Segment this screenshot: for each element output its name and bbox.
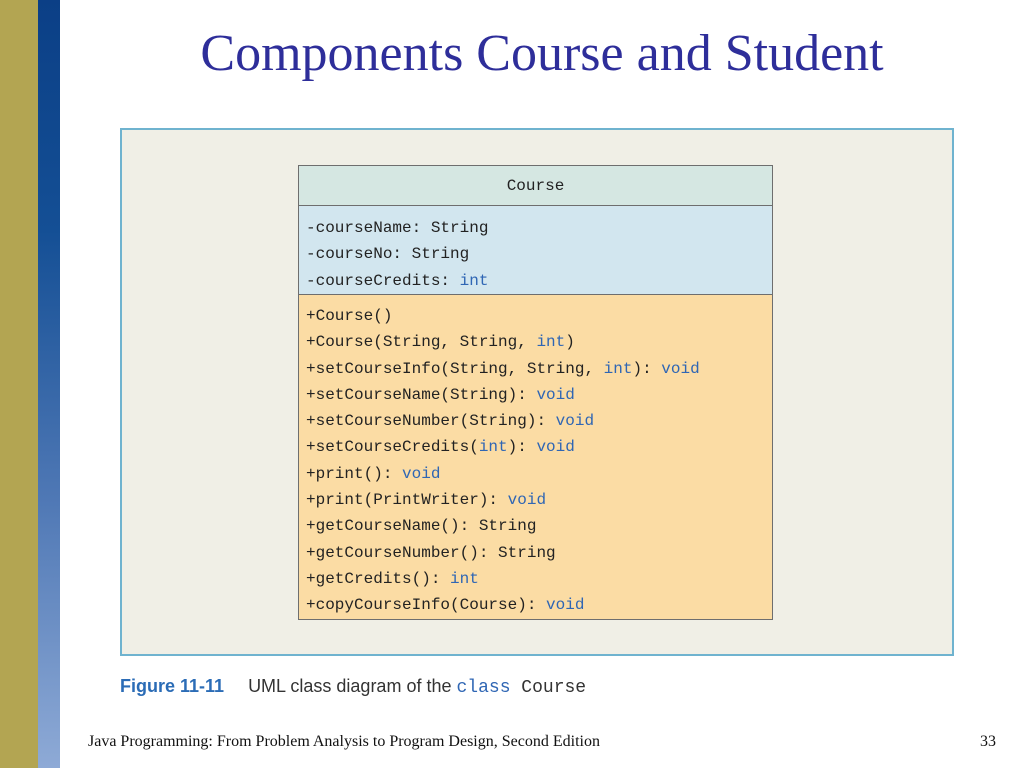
figure-label: Figure 11-11 <box>120 676 225 696</box>
uml-methods-section <box>299 295 772 619</box>
uml-method-row <box>306 592 772 618</box>
text-token: +getCourseNumber(): String <box>306 543 556 562</box>
uml-attribute-row <box>306 241 772 267</box>
uml-method-row <box>306 382 772 408</box>
keyword-token: int <box>459 271 489 290</box>
keyword-token: void <box>507 491 547 510</box>
uml-method-row <box>306 434 772 460</box>
text-token: -courseNo: String <box>306 245 470 264</box>
caption-class-name: Course <box>510 678 587 698</box>
keyword-token: void <box>536 438 575 457</box>
keyword-token: void <box>402 464 441 483</box>
uml-method-row <box>306 329 772 355</box>
slide-title: Components Course and Student <box>200 25 884 82</box>
text-token: +setCourseNumber(String): <box>306 412 556 431</box>
uml-method-row <box>306 566 772 592</box>
keyword-token: int <box>450 569 479 588</box>
left-olive-bar <box>0 0 38 768</box>
text-token: +getCourseName(): String <box>306 517 537 536</box>
uml-attribute-row <box>306 215 772 241</box>
keyword-token: void <box>661 359 700 378</box>
text-token: ): <box>632 359 662 378</box>
slide-footer: Java Programming: From Problem Analysis to Program Design, Second Edition <box>88 733 600 750</box>
text-token: -courseName: String <box>306 219 489 237</box>
uml-method-row <box>306 461 772 487</box>
uml-method-row <box>306 303 772 329</box>
text-token: +print(): <box>306 464 403 483</box>
uml-method-row <box>306 487 772 513</box>
uml-class-name-section <box>299 166 772 206</box>
uml-method-row <box>306 356 772 382</box>
uml-class-box <box>298 165 773 620</box>
uml-attributes-section <box>299 206 772 295</box>
text-token: +copyCourseInfo(Course): <box>306 596 547 615</box>
uml-method-row <box>306 540 772 566</box>
keyword-token: void <box>555 412 595 431</box>
keyword-token: int <box>536 333 566 352</box>
uml-method-row <box>306 408 772 434</box>
text-token: +setCourseInfo(String, String, <box>306 359 604 378</box>
uml-method-row <box>306 513 772 539</box>
uml-attribute-row <box>306 268 772 294</box>
text-token: +setCourseCredits( <box>306 438 479 457</box>
text-token: +Course() <box>306 307 393 325</box>
keyword-token: int <box>603 359 633 378</box>
keyword-token: void <box>536 385 575 404</box>
left-blue-bar <box>38 0 60 768</box>
text-token: +Course(String, String, <box>306 333 537 352</box>
text-token: +setCourseName(String): <box>306 385 537 404</box>
text-token: +print(PrintWriter): <box>306 491 508 510</box>
caption-text: UML class diagram of the <box>248 676 457 696</box>
keyword-token: void <box>546 596 585 615</box>
keyword-token: int <box>478 438 508 457</box>
figure-caption <box>120 676 586 698</box>
page-number: 33 <box>980 733 996 750</box>
text-token: +getCredits(): <box>306 569 451 588</box>
caption-keyword: class <box>456 678 511 698</box>
uml-class-name: Course <box>506 176 565 195</box>
text-token: -courseCredits: <box>306 271 460 290</box>
text-token: ): <box>507 438 537 457</box>
text-token: ) <box>565 333 575 352</box>
